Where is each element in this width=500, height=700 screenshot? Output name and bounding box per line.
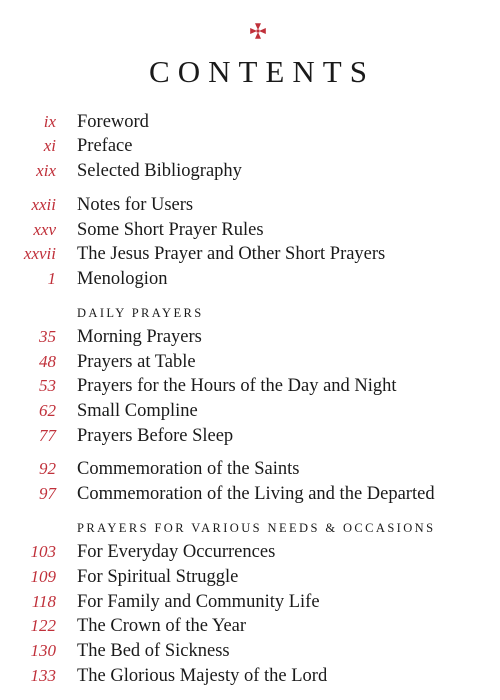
entry-title: Some Short Prayer Rules [77,220,264,240]
toc-entry[interactable] [0,242,500,266]
entry-title: Commemoration of the Saints [77,459,300,479]
page-number: 130 [30,641,56,660]
page-number: 48 [39,352,56,371]
entry-title: For Everyday Occurrences [77,542,276,562]
toc-entry[interactable] [0,590,500,614]
page-number: xxvii [23,244,56,263]
entry-title: Small Compline [77,401,198,421]
entry-title: Prayers Before Sleep [77,426,234,446]
entry-title: For Spiritual Struggle [77,567,239,587]
entry-title: The Crown of the Year [77,616,247,636]
entry-title: The Bed of Sickness [77,641,230,661]
entry-title: Prayers for the Hours of the Day and Night [77,376,397,396]
toc-entry[interactable] [0,457,500,481]
toc-entry[interactable] [0,134,500,158]
toc-entry[interactable] [0,374,500,398]
toc-entry[interactable] [0,325,500,349]
cross-icon [249,22,267,40]
toc-entry[interactable] [0,540,500,564]
toc-entry[interactable] [0,350,500,374]
entry-title: Notes for Users [77,195,194,215]
page-number: 92 [39,459,56,478]
toc-entry[interactable] [0,614,500,638]
page-number: xxii [31,195,56,214]
page-number: 97 [39,484,56,503]
page-number: 133 [30,666,56,685]
entry-title: Selected Bibliography [77,161,242,181]
page-number: xxv [33,220,56,239]
page-number: 122 [30,616,56,635]
toc-entry[interactable] [0,664,500,688]
page-number: 109 [30,567,56,586]
toc-entry[interactable] [0,267,500,291]
toc-entry[interactable] [0,399,500,423]
section-heading-daily-prayers: DAILY PRAYERS [77,306,204,320]
entry-title: For Family and Community Life [77,592,320,612]
page-number: 62 [39,401,56,420]
entry-title: Commemoration of the Living and the Departed [77,484,435,504]
page-number: 77 [39,426,56,445]
page-number: ix [43,112,56,131]
page-number: 1 [47,269,56,288]
page-title: CONTENTS [149,54,375,89]
entry-title: Menologion [77,269,168,289]
entry-title: Prayers at Table [77,352,196,372]
page-number: 35 [39,327,56,346]
toc-entry[interactable] [0,218,500,242]
toc-entry[interactable] [0,193,500,217]
toc-entry[interactable] [0,639,500,663]
toc-entry[interactable] [0,159,500,183]
toc-entry[interactable] [0,110,500,134]
toc-entry[interactable] [0,482,500,506]
entry-title: Morning Prayers [77,327,202,347]
page-number: 103 [30,542,56,561]
entry-title: The Jesus Prayer and Other Short Prayers [77,244,386,264]
entry-title: Preface [77,136,133,156]
toc-entry[interactable] [0,424,500,448]
toc-entry[interactable] [0,565,500,589]
page-number: xi [43,136,56,155]
page-number: xix [36,161,56,180]
section-heading-various-needs: PRAYERS FOR VARIOUS NEEDS & OCCASIONS [77,521,436,535]
page-number: 53 [39,376,56,395]
page-number: 118 [31,592,56,611]
entry-title: The Glorious Majesty of the Lord [77,666,328,686]
entry-title: Foreword [77,112,149,132]
